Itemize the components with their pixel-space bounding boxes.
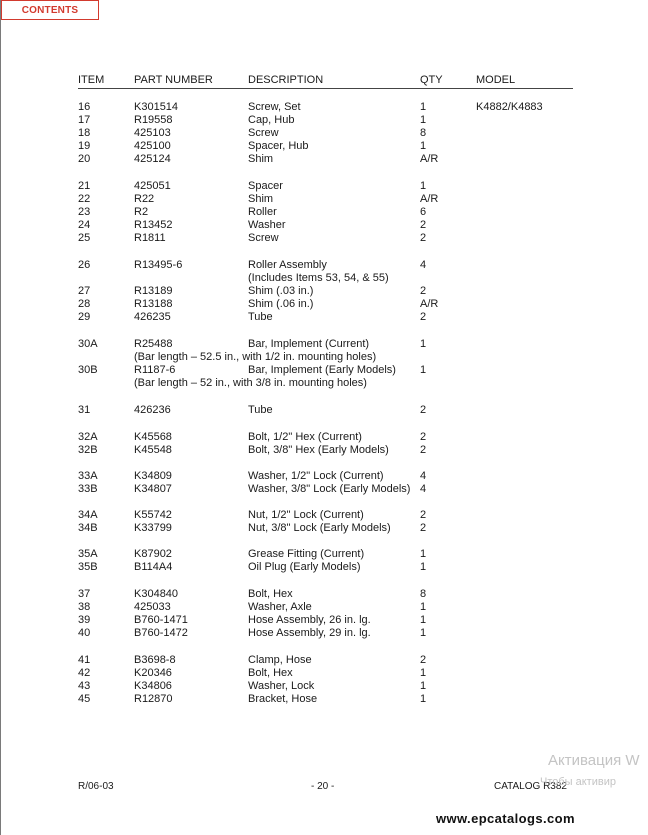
part-number: R2 [134,206,149,218]
part-number: R13189 [134,285,173,297]
item-number: 37 [78,588,91,600]
quantity: 1 [420,364,427,376]
description: Shim (.03 in.) [248,285,314,297]
description: Washer [248,219,286,231]
item-number: 43 [78,680,91,692]
item-number: 39 [78,614,91,626]
description: Cap, Hub [248,114,295,126]
quantity: A/R [420,193,439,205]
part-number: 426236 [134,404,171,416]
header-part-number: PART NUMBER [134,74,213,86]
item-number: 38 [78,601,91,613]
item-number: 29 [78,311,91,323]
description: Shim [248,153,274,165]
item-number: 31 [78,404,91,416]
part-number: R13495-6 [134,259,183,271]
quantity: 1 [420,693,427,705]
part-number: 425033 [134,601,171,613]
quantity: 6 [420,206,427,218]
part-number: R12870 [134,693,173,705]
part-number: 425103 [134,127,171,139]
part-number: K55742 [134,509,172,521]
quantity: 2 [420,404,427,416]
description: Roller Assembly [248,259,327,271]
description: Hose Assembly, 26 in. lg. [248,614,371,626]
description: Bar, Implement (Early Models) [248,364,396,376]
description: Grease Fitting (Current) [248,548,365,560]
description: Tube [248,311,273,323]
item-number: 30A [78,338,98,350]
item-number: 23 [78,206,91,218]
description: Tube [248,404,273,416]
header-qty: QTY [420,74,443,86]
description: Washer, Lock [248,680,315,692]
quantity: 2 [420,232,427,244]
description: Shim [248,193,274,205]
activation-watermark-title: Активация W [548,752,640,769]
description: Bolt, Hex [248,667,293,679]
part-number: K34807 [134,483,172,495]
description: Nut, 1/2" Lock (Current) [248,509,364,521]
header-model: MODEL [476,74,516,86]
item-number: 24 [78,219,91,231]
quantity: 1 [420,548,427,560]
part-number: K301514 [134,101,179,113]
description: Screw [248,127,279,139]
quantity: A/R [420,298,439,310]
description: Shim (.06 in.) [248,298,314,310]
item-number: 18 [78,127,91,139]
quantity: 1 [420,561,427,573]
quantity: 1 [420,338,427,350]
item-number: 20 [78,153,91,165]
item-number: 32A [78,431,98,443]
description: Washer, 1/2" Lock (Current) [248,470,384,482]
quantity: 1 [420,140,427,152]
description: (Includes Items 53, 54, & 55) [248,272,389,284]
description: Roller [248,206,277,218]
part-number: K45548 [134,444,172,456]
description: Washer, Axle [248,601,312,613]
quantity: 1 [420,614,427,626]
item-number: 32B [78,444,98,456]
item-number: 35A [78,548,98,560]
part-number: B3698-8 [134,654,176,666]
item-number: 42 [78,667,91,679]
part-number: R1187-6 [134,364,176,376]
description: Screw, Set [248,101,301,113]
quantity: 1 [420,114,427,126]
part-number: R13452 [134,219,173,231]
model: K4882/K4883 [476,101,543,113]
header-description: DESCRIPTION [248,74,324,86]
description: Screw [248,232,279,244]
quantity: A/R [420,153,439,165]
description: Clamp, Hose [248,654,312,666]
activation-watermark-subtitle: Чтобы активир [540,776,616,788]
item-number: 35B [78,561,98,573]
description: Bolt, 3/8" Hex (Early Models) [248,444,389,456]
quantity: 2 [420,444,427,456]
quantity: 2 [420,509,427,521]
description: Bolt, Hex [248,588,293,600]
quantity: 2 [420,654,427,666]
item-number: 27 [78,285,91,297]
header-item: ITEM [78,74,105,86]
item-number: 30B [78,364,98,376]
quantity: 1 [420,601,427,613]
item-number: 16 [78,101,91,113]
quantity: 1 [420,627,427,639]
description: Bar, Implement (Current) [248,338,370,350]
part-number: 426235 [134,311,171,323]
item-number: 40 [78,627,91,639]
part-number: 425124 [134,153,171,165]
quantity: 2 [420,219,427,231]
row-note: (Bar length – 52.5 in., with 1/2 in. mounting holes) [134,351,377,363]
item-number: 26 [78,259,91,271]
part-number: K34809 [134,470,172,482]
item-number: 19 [78,140,91,152]
part-number: B760-1471 [134,614,188,626]
part-number: K45568 [134,431,172,443]
item-number: 28 [78,298,91,310]
quantity: 1 [420,101,427,113]
quantity: 4 [420,470,427,482]
quantity: 1 [420,180,427,192]
quantity: 2 [420,431,427,443]
description: Oil Plug (Early Models) [248,561,361,573]
part-number: K304840 [134,588,179,600]
item-number: 17 [78,114,91,126]
part-number: R13188 [134,298,173,310]
header-divider [78,88,573,89]
description: Spacer [248,180,283,192]
item-number: 33B [78,483,98,495]
item-number: 22 [78,193,91,205]
item-number: 45 [78,693,91,705]
description: Spacer, Hub [248,140,309,152]
quantity: 2 [420,522,427,534]
page-left-border [0,0,1,835]
description: Bolt, 1/2" Hex (Current) [248,431,362,443]
footer-date: R/06-03 [78,781,114,792]
quantity: 8 [420,588,427,600]
part-number: R19558 [134,114,173,126]
item-number: 25 [78,232,91,244]
part-number: R1811 [134,232,166,244]
quantity: 1 [420,667,427,679]
item-number: 33A [78,470,98,482]
quantity: 1 [420,680,427,692]
contents-button[interactable]: CONTENTS [1,0,99,20]
part-number: R25488 [134,338,173,350]
quantity: 8 [420,127,427,139]
part-number: 425100 [134,140,171,152]
quantity: 2 [420,311,427,323]
part-number: K20346 [134,667,172,679]
part-number: K34806 [134,680,172,692]
footer-catalog: CATALOG R382 [494,781,567,792]
item-number: 34B [78,522,98,534]
part-number: K87902 [134,548,172,560]
footer-page-number: - 20 - [311,781,335,792]
part-number: B114A4 [134,561,173,573]
quantity: 2 [420,285,427,297]
quantity: 4 [420,483,427,495]
part-number: B760-1472 [134,627,188,639]
description: Nut, 3/8" Lock (Early Models) [248,522,391,534]
description: Washer, 3/8" Lock (Early Models) [248,483,411,495]
website-url[interactable]: www.epcatalogs.com [436,811,575,826]
description: Hose Assembly, 29 in. lg. [248,627,371,639]
part-number: K33799 [134,522,172,534]
description: Bracket, Hose [248,693,318,705]
item-number: 41 [78,654,91,666]
item-number: 21 [78,180,91,192]
row-note: (Bar length – 52 in., with 3/8 in. mounting holes) [134,377,367,389]
part-number: R22 [134,193,155,205]
part-number: 425051 [134,180,171,192]
item-number: 34A [78,509,98,521]
quantity: 4 [420,259,427,271]
